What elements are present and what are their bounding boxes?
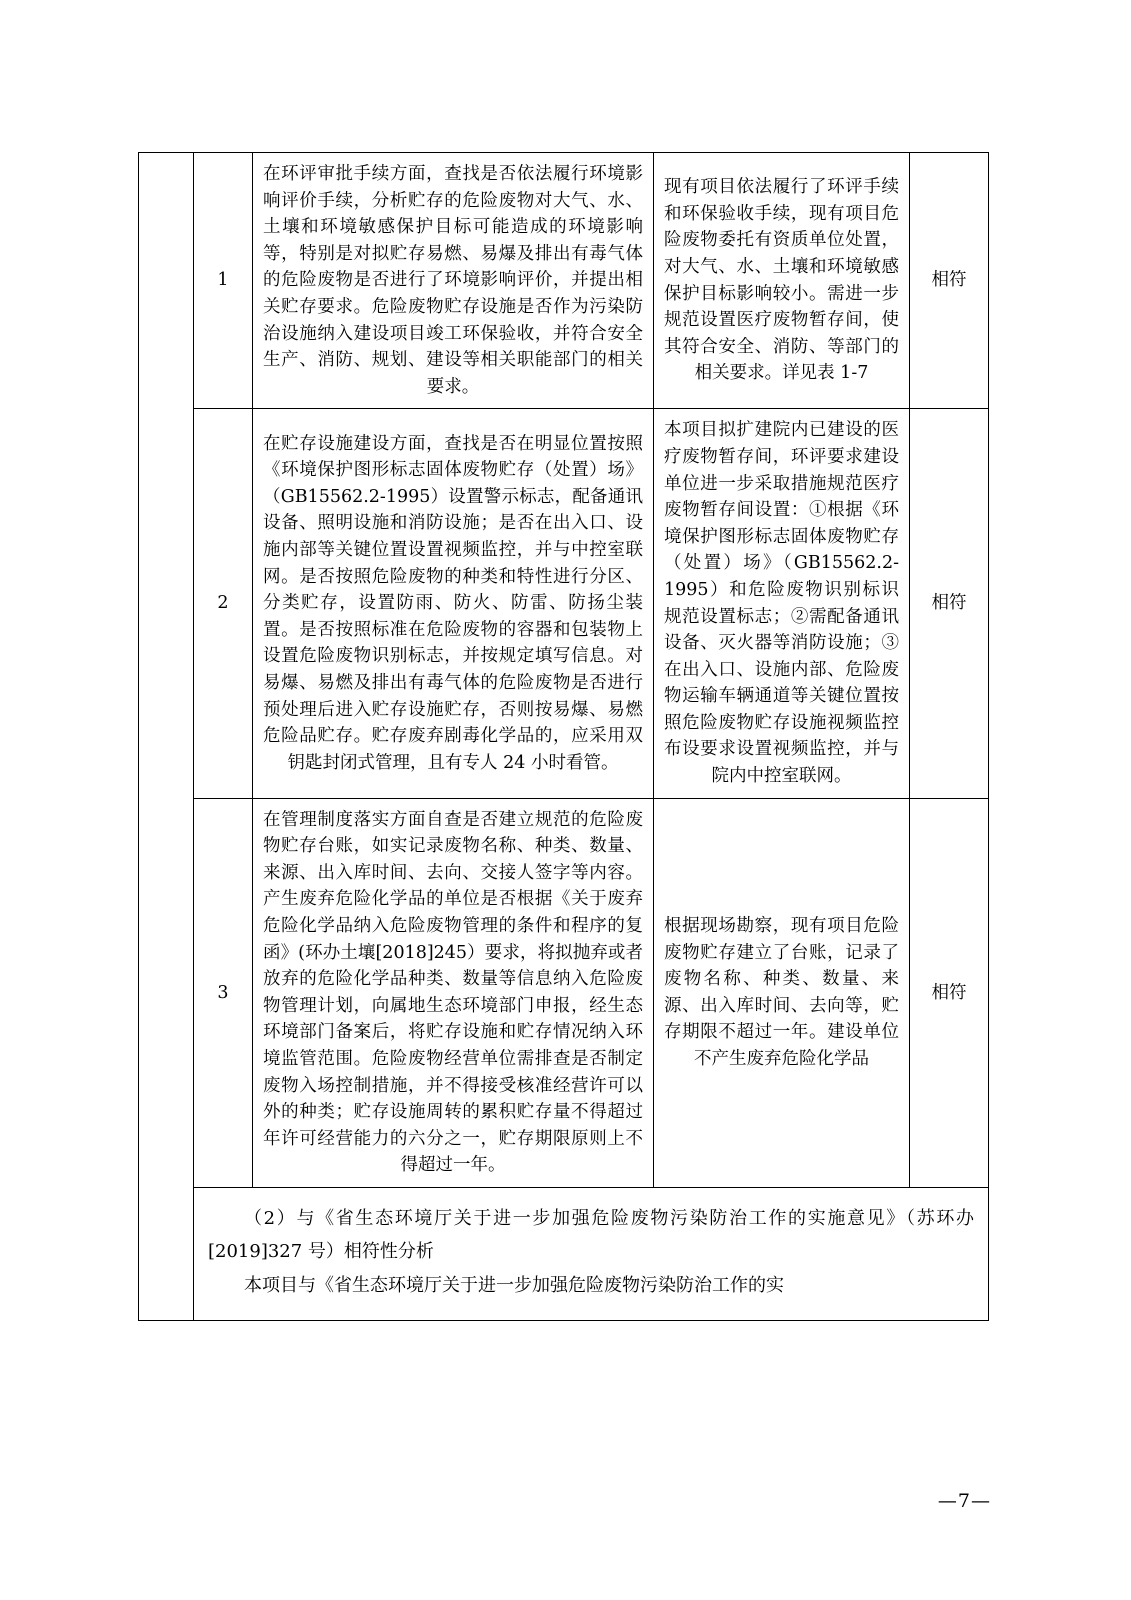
requirement-text: 在贮存设施建设方面，查找是否在明显位置按照《环境保护图形标志固体废物贮存（处置）场》（GB15562.2-1995）设置警示标志，配备通讯设备、照明设施和消防设施；是否在出入口、设施内部等关键位置设置视频监控，并与中控室联网。是否按照危险废物的种类和特性进行分区、分类贮存，设置防雨、防火、防雷、防扬尘装置。是否按照标准在危险废物的容器和包装物上设置危险废物识别标志，并按规定填写信息。对易爆、易燃及排出有毒气体的危险废物是否进行预处理后进入贮存设施贮存，否则按易爆、易燃危险品贮存。贮存废弃剧毒化学品的，应采用双钥匙封闭式管理，且有专人 24 小时看管。 — [263, 433, 643, 773]
row-status — [654, 409, 910, 798]
row-status — [654, 153, 910, 409]
status-text: 根据现场勘察，现有项目危险废物贮存建立了台账，记录了废物名称、种类、数量、来源、出入库时间、去向等，贮存期限不超过一年。建设单位不产生废弃危险化学品 — [664, 916, 899, 1069]
footer-paragraph-1: （2）与《省生态环境厅关于进一步加强危险废物污染防治工作的实施意见》（苏环办[2019]327 号）相符性分析 — [208, 1207, 974, 1263]
row-index: 3 — [194, 798, 253, 1187]
row-requirement — [253, 798, 654, 1187]
status-text: 本项目拟扩建院内已建设的医疗废物暂存间，环评要求建设单位进一步采取措施规范医疗废物暂存间设置：①根据《环境保护图形标志固体废物贮存（处置）场》（GB15562.2-1995）和危险废物识别标识规范设置标志；②需配备通讯设备、灭火器等消防设施；③在出入口、设施内部、危险废物运输车辆通道等关键位置按照危险废物贮存设施视频监控布设要求设置视频监控，并与院内中控室联网。 — [664, 420, 899, 787]
row-label-cell — [139, 153, 194, 1321]
result-text: 相符 — [931, 593, 967, 614]
result-text: 相符 — [931, 982, 967, 1003]
compliance-table — [138, 152, 989, 1321]
row-index: 1 — [194, 153, 253, 409]
requirement-text: 在环评审批手续方面，查找是否依法履行环境影响评价手续，分析贮存的危险废物对大气、水、土壤和环境敏感保护目标可能造成的环境影响等，特别是对拟贮存易燃、易爆及排出有毒气体的危险废物是否进行了环境影响评价，并提出相关贮存要求。危险废物贮存设施是否作为污染防治设施纳入建设项目竣工环保验收，并符合安全生产、消防、规划、建设等相关职能部门的相关要求。 — [263, 164, 643, 397]
table-row — [139, 798, 989, 1187]
row-index: 2 — [194, 409, 253, 798]
row-requirement — [253, 409, 654, 798]
row-requirement — [253, 153, 654, 409]
table-footer-row — [139, 1187, 989, 1320]
requirement-text: 在管理制度落实方面自查是否建立规范的危险废物贮存台账，如实记录废物名称、种类、数量、来源、出入库时间、去向、交接人签字等内容。产生废弃危险化学品的单位是否根据《关于废弃危险化学品纳入危险废物管理的条件和程序的复函》(环办土壤[2018]245）要求，将拟抛弃或者放弃的危险化学品种类、数量等信息纳入危险废物管理计划，向属地生态环境部门申报，经生态环境部门备案后，将贮存设施和贮存情况纳入环境监管范围。危险废物经营单位需排查是否制定废物入场控制措施，并不得接受核准经营许可以外的种类；贮存设施周转的累积贮存量不得超过年许可经营能力的六分之一，贮存期限原则上不得超过一年。 — [263, 809, 643, 1176]
page-number: —7— — [937, 1490, 991, 1512]
row-result — [910, 153, 989, 409]
table-row — [139, 409, 989, 798]
row-status — [654, 798, 910, 1187]
table-row — [139, 153, 989, 409]
status-text: 现有项目依法履行了环评手续和环保验收手续，现有项目危险废物委托有资质单位处置，对大气、水、土壤和环境敏感保护目标影响较小。需进一步规范设置医疗废物暂存间，使其符合安全、消防、等部门的相关要求。详见表 1-7 — [664, 177, 899, 384]
row-result — [910, 409, 989, 798]
row-result — [910, 798, 989, 1187]
result-text: 相符 — [931, 270, 967, 291]
footer-cell — [194, 1187, 989, 1320]
footer-paragraph-2: 本项目与《省生态环境厅关于进一步加强危险废物污染防治工作的实 — [244, 1274, 784, 1296]
